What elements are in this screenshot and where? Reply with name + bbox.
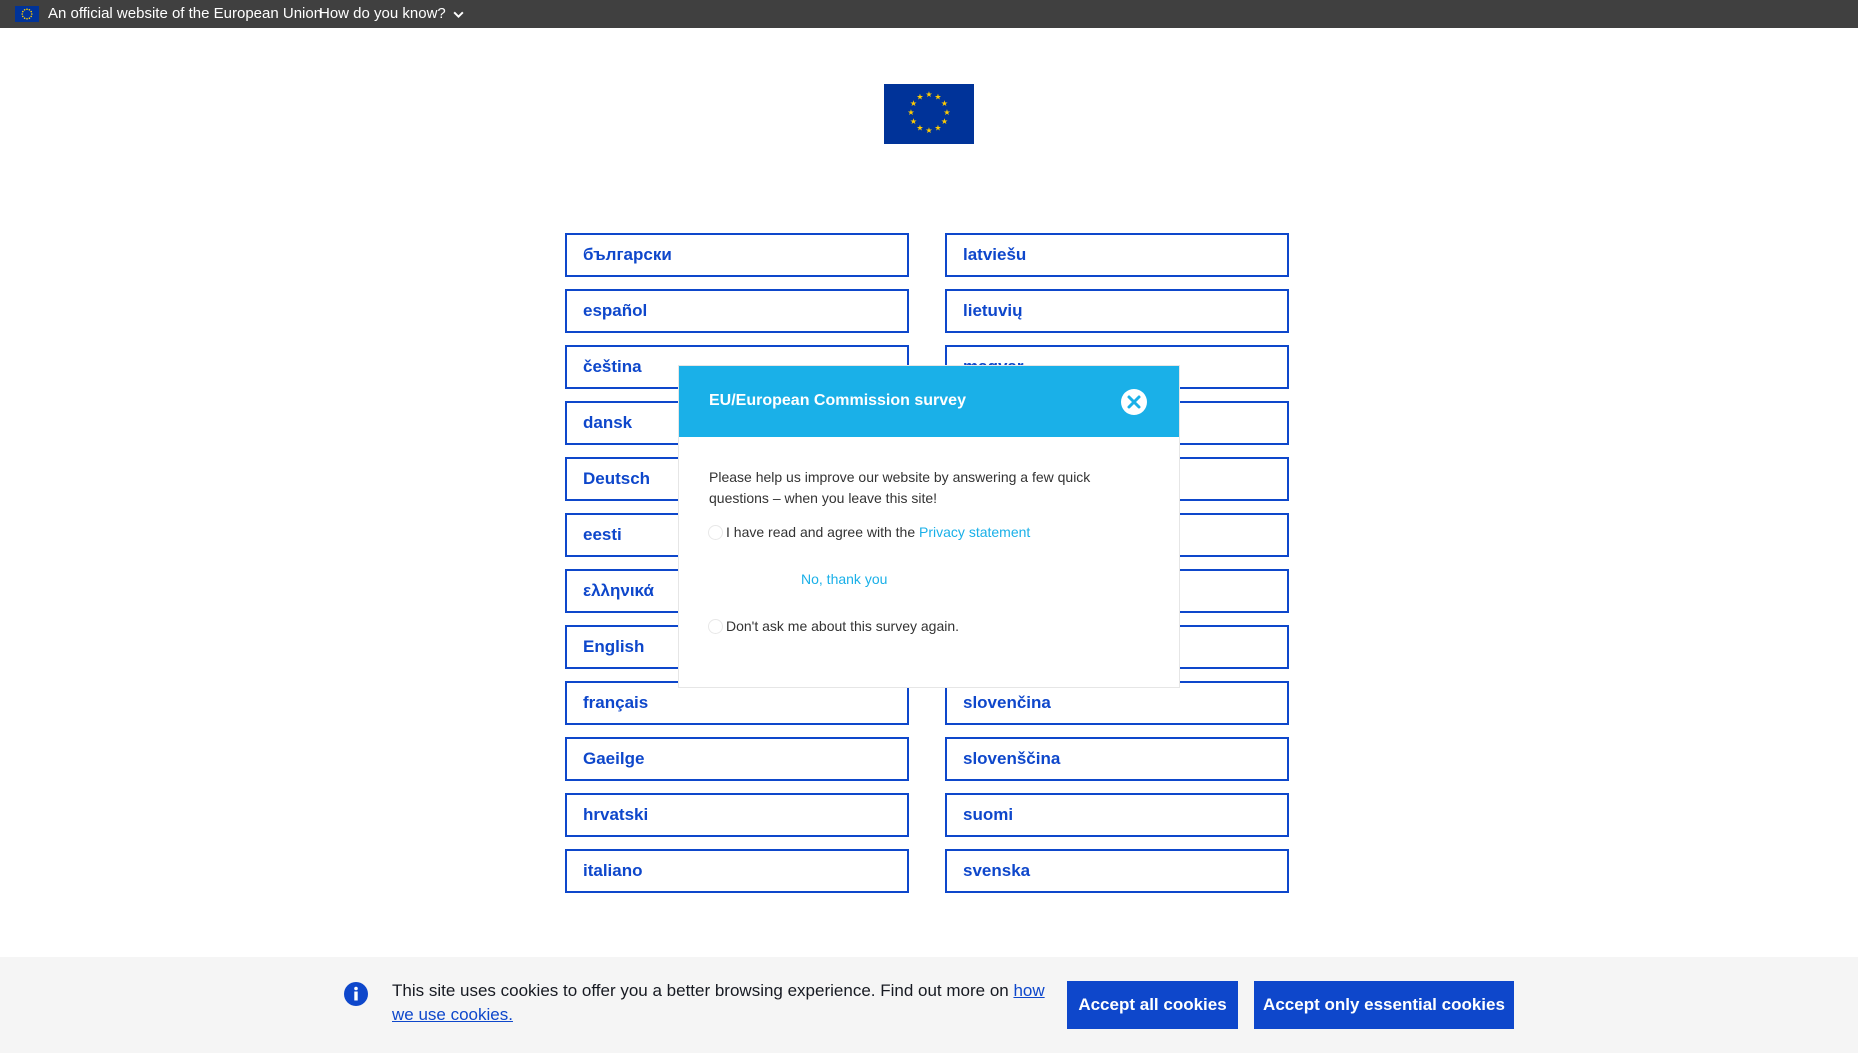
svg-text:★: ★ <box>916 92 924 102</box>
svg-text:★: ★ <box>909 99 918 108</box>
language-fr[interactable] <box>565 681 909 725</box>
language-label: čeština <box>583 357 642 376</box>
svg-text:★: ★ <box>925 90 933 99</box>
svg-text:★: ★ <box>909 117 918 126</box>
info-icon <box>344 982 368 1006</box>
language-label: English <box>583 637 645 656</box>
language-label: ελληνικά <box>583 581 654 600</box>
language-label: Deutsch <box>583 469 651 488</box>
language-lt[interactable] <box>945 289 1289 333</box>
language-sl[interactable] <box>945 737 1289 781</box>
language-label: français <box>583 693 649 712</box>
language-label: slovenščina <box>963 749 1061 768</box>
survey-description: Please help us improve our website by answering a few quick questions – when you leave this site! <box>709 469 1091 506</box>
language-ga[interactable] <box>565 737 909 781</box>
svg-text:★: ★ <box>940 117 949 126</box>
radio-icon <box>708 619 723 634</box>
eu-flag-icon <box>15 6 39 22</box>
language-label: hrvatski <box>583 805 649 824</box>
language-it[interactable] <box>565 849 909 893</box>
accept-all-cookies-button[interactable]: Accept all cookies <box>1067 981 1238 1029</box>
svg-text:★: ★ <box>940 99 949 108</box>
language-lv[interactable] <box>945 233 1289 277</box>
close-icon[interactable] <box>1120 388 1148 416</box>
language-sv[interactable] <box>945 849 1289 893</box>
svg-text:★: ★ <box>925 126 933 135</box>
language-sk[interactable] <box>945 681 1289 725</box>
language-es[interactable] <box>565 289 909 333</box>
accept-essential-cookies-button[interactable]: Accept only essential cookies <box>1254 981 1514 1029</box>
svg-text:★: ★ <box>934 92 942 102</box>
language-label: suomi <box>963 805 1014 824</box>
svg-text:★: ★ <box>907 108 915 117</box>
how-do-you-know-label: How do you know? <box>319 5 446 22</box>
language-label: italiano <box>583 861 643 880</box>
language-label: eesti <box>583 525 622 544</box>
language-hr[interactable] <box>565 793 909 837</box>
svg-text:★: ★ <box>934 123 942 133</box>
language-label: Gaeilge <box>583 749 645 768</box>
faded-text-line <box>709 640 1149 654</box>
language-label: svenska <box>963 861 1031 880</box>
chevron-down-icon <box>452 8 465 21</box>
privacy-statement-link[interactable]: Privacy statement <box>919 524 1031 540</box>
official-eu-bar <box>0 0 1858 28</box>
no-thank-you-button[interactable]: No, thank you <box>801 571 888 587</box>
official-website-text: An official website of the European Union <box>48 5 323 22</box>
language-label: lietuvių <box>963 301 1023 320</box>
svg-text:★: ★ <box>916 123 924 133</box>
cookie-policy-link[interactable]: how we use cookies. <box>392 981 1045 1024</box>
survey-title: EU/European Commission survey <box>709 392 966 409</box>
language-label: dansk <box>583 413 633 432</box>
language-label: български <box>583 245 672 264</box>
language-label: latviešu <box>963 245 1027 264</box>
svg-text:★: ★ <box>943 108 951 117</box>
how-do-you-know-toggle[interactable] <box>319 5 465 23</box>
cookie-message <box>392 979 1052 1027</box>
dont-ask-again-checkbox[interactable] <box>708 618 959 634</box>
cookie-banner <box>0 957 1858 1053</box>
survey-header <box>679 366 1179 437</box>
agree-label: I have read and agree with the <box>726 524 920 540</box>
language-fi[interactable] <box>945 793 1289 837</box>
agree-privacy-checkbox[interactable] <box>708 524 1030 540</box>
dont-ask-label: Don't ask me about this survey again. <box>726 618 960 634</box>
language-bg[interactable] <box>565 233 909 277</box>
radio-icon <box>708 525 723 540</box>
language-label: español <box>583 301 648 320</box>
survey-dialog <box>679 366 1179 687</box>
eu-flag-logo <box>884 84 974 144</box>
cookie-text: This site uses cookies to offer you a better browsing experience. Find out more on <box>392 981 1014 1000</box>
language-label: slovenčina <box>963 693 1051 712</box>
